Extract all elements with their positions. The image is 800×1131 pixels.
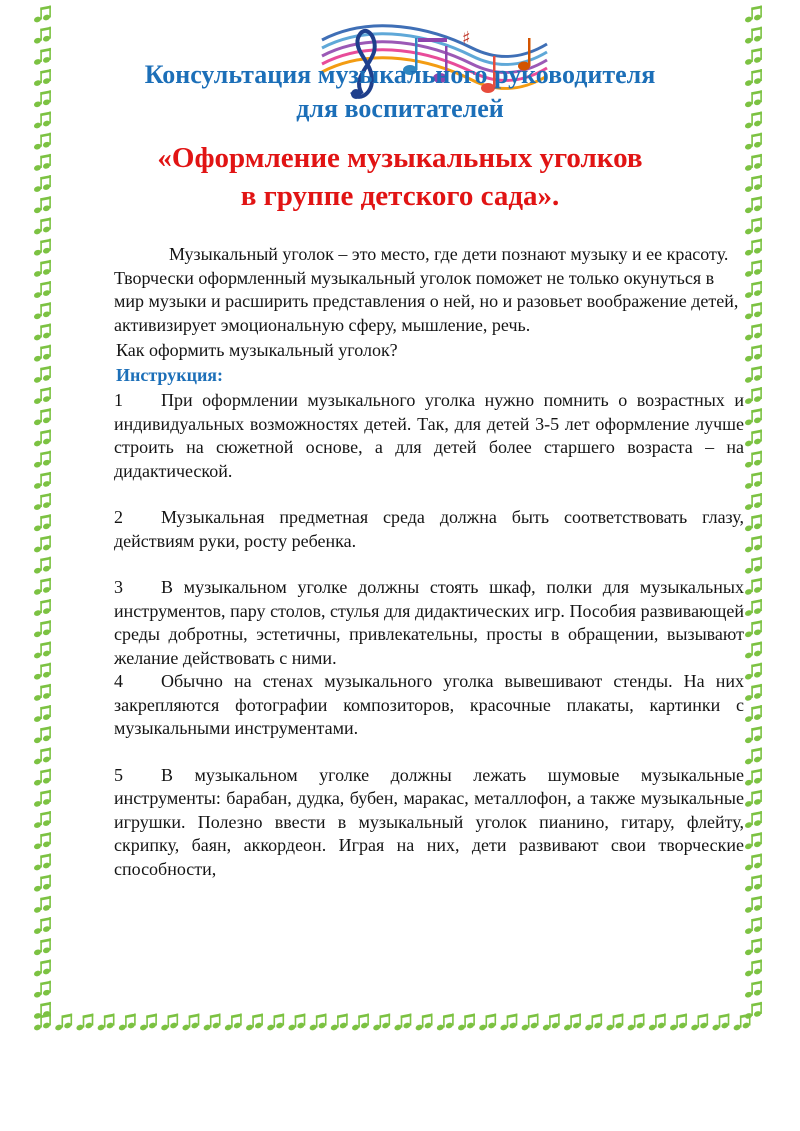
music-note-icon — [33, 408, 51, 426]
music-note-icon — [563, 1014, 581, 1032]
item-text: В музыкальном уголке должны лежать шумовые музыкальные инструменты: барабан, дудка, бубен, маракас, металлофон, а также музыкальные игрушки. Полезно ввести в музыкальный уголок пианино, гитару, флейту, скрипку, баян, аккордеон. Играя на них, дети развивают свои творческие способности, — [114, 764, 744, 879]
music-note-icon — [744, 960, 762, 978]
item-number: 1 — [114, 390, 123, 410]
music-note-icon — [415, 1014, 433, 1032]
music-note-icon — [744, 620, 762, 638]
music-note-icon — [97, 1014, 115, 1032]
music-note-icon — [139, 1014, 157, 1032]
svg-text:♯: ♯ — [462, 28, 471, 49]
music-note-icon — [33, 811, 51, 829]
music-note-icon — [744, 981, 762, 999]
music-note-icon — [33, 875, 51, 893]
music-note-icon — [33, 260, 51, 278]
music-note-icon — [478, 1014, 496, 1032]
question-line: Как оформить музыкальный уголок? — [116, 340, 398, 360]
music-note-icon — [744, 451, 762, 469]
music-note-icon — [744, 493, 762, 511]
music-note-icon — [627, 1014, 645, 1032]
music-note-icon — [33, 854, 51, 872]
music-note-icon — [224, 1014, 242, 1032]
music-note-icon — [744, 408, 762, 426]
music-note-icon — [733, 1014, 751, 1032]
spacer — [114, 553, 744, 576]
item-text: При оформлении музыкального уголка нужно помнить о возрастных и индивидуальных возможностях детей. Так, для детей 3-5 лет оформление лучше строить на сюжетной основе, а для детей более старшего возраста – на дидактической. — [114, 390, 744, 481]
spacer — [114, 483, 744, 506]
music-note-icon — [744, 917, 762, 935]
item-text: Обычно на стенах музыкального уголка вывешивают стенды. На них закрепляются фотографии композиторов, красочные плакаты, картинки с музыкальными инструментами. — [114, 671, 744, 738]
music-note-icon — [744, 324, 762, 342]
music-note-icon — [33, 196, 51, 214]
music-note-icon — [744, 875, 762, 893]
music-note-icon — [744, 69, 762, 87]
music-note-icon — [33, 112, 51, 130]
music-note-icon — [744, 472, 762, 490]
instruction-item-3 — [114, 576, 744, 670]
music-note-icon — [606, 1014, 624, 1032]
music-note-icon — [744, 260, 762, 278]
music-note-icon — [33, 599, 51, 617]
music-note-icon — [33, 345, 51, 363]
music-note-icon — [33, 663, 51, 681]
music-note-icon — [744, 218, 762, 236]
music-note-icon — [521, 1014, 539, 1032]
music-note-icon — [584, 1014, 602, 1032]
document-subtitle — [60, 139, 740, 215]
music-note-icon — [744, 726, 762, 744]
music-note-icon — [33, 154, 51, 172]
title-line-2: для воспитателей — [296, 94, 504, 123]
music-note-icon — [744, 854, 762, 872]
instruction-item-1 — [114, 389, 744, 483]
music-note-icon — [33, 302, 51, 320]
music-note-icon — [744, 938, 762, 956]
subtitle-line-1: «Оформление музыкальных уголков — [157, 142, 643, 174]
music-note-icon — [33, 557, 51, 575]
music-note-icon — [33, 493, 51, 511]
music-note-icon — [33, 387, 51, 405]
music-note-icon — [33, 239, 51, 257]
music-note-icon — [457, 1014, 475, 1032]
document-title — [60, 58, 740, 126]
music-note-icon — [690, 1014, 708, 1032]
music-note-icon — [33, 133, 51, 151]
music-note-icon — [744, 832, 762, 850]
music-note-icon — [744, 536, 762, 554]
music-note-icon — [744, 430, 762, 448]
music-note-icon — [744, 748, 762, 766]
music-note-icon — [33, 430, 51, 448]
music-note-icon — [744, 345, 762, 363]
music-note-icon — [33, 472, 51, 490]
music-note-icon — [744, 366, 762, 384]
intro-paragraph: Музыкальный уголок – это место, где дети познают музыку и ее красоту. Творчески оформленный музыкальный уголок поможет не только окунуться в мир музыки и расширить представления о ней, но и разовьет воображение детей, активизирует эмоциональную сферу, мышление, речь. — [114, 244, 739, 335]
music-note-icon — [744, 705, 762, 723]
music-note-icon — [744, 642, 762, 660]
music-note-icon — [33, 6, 51, 24]
music-note-icon — [744, 239, 762, 257]
item-number: 2 — [114, 507, 123, 527]
music-note-icon — [744, 154, 762, 172]
music-note-icon — [744, 599, 762, 617]
music-note-icon — [33, 896, 51, 914]
music-note-icon — [33, 90, 51, 108]
music-note-icon — [33, 960, 51, 978]
instruction-item-2 — [114, 506, 744, 553]
music-note-icon — [330, 1014, 348, 1032]
music-note-icon — [245, 1014, 263, 1032]
music-note-icon — [33, 514, 51, 532]
music-note-icon — [744, 90, 762, 108]
subtitle-line-2: в группе детского сада». — [240, 180, 560, 212]
music-note-icon — [288, 1014, 306, 1032]
music-note-icon — [266, 1014, 284, 1032]
music-note-icon — [33, 578, 51, 596]
item-number: 5 — [114, 764, 123, 785]
music-note-icon — [744, 790, 762, 808]
music-note-icon — [744, 196, 762, 214]
music-note-icon — [669, 1014, 687, 1032]
music-note-icon — [33, 832, 51, 850]
music-note-icon — [182, 1014, 200, 1032]
music-note-icon — [744, 1002, 762, 1020]
music-note-icon — [500, 1014, 518, 1032]
music-note-icon — [744, 557, 762, 575]
music-note-icon — [372, 1014, 390, 1032]
music-note-icon — [76, 1014, 94, 1032]
music-note-icon — [33, 769, 51, 787]
music-note-icon — [33, 48, 51, 66]
music-note-icon — [744, 133, 762, 151]
item-number: 3 — [114, 577, 123, 597]
music-note-icon — [744, 514, 762, 532]
music-note-icon — [744, 811, 762, 829]
music-note-icon — [744, 281, 762, 299]
instruction-item-5 — [114, 764, 744, 882]
music-note-icon — [33, 451, 51, 469]
music-note-icon — [309, 1014, 327, 1032]
music-note-icon — [33, 790, 51, 808]
music-note-icon — [33, 684, 51, 702]
music-note-icon — [160, 1014, 178, 1032]
music-note-icon — [54, 1014, 72, 1032]
music-note-icon — [351, 1014, 369, 1032]
music-note-icon — [744, 6, 762, 24]
item-text: Музыкальная предметная среда должна быть соответствовать глазу, действиям руки, росту ребенка. — [114, 507, 744, 551]
music-note-icon — [33, 726, 51, 744]
music-note-icon — [33, 620, 51, 638]
music-note-icon — [744, 112, 762, 130]
music-note-icon — [33, 366, 51, 384]
music-note-icon — [394, 1014, 412, 1032]
music-note-icon — [203, 1014, 221, 1032]
music-note-icon — [33, 938, 51, 956]
music-note-icon — [118, 1014, 136, 1032]
music-note-icon — [744, 896, 762, 914]
music-note-icon — [648, 1014, 666, 1032]
music-note-icon — [33, 642, 51, 660]
music-note-icon — [744, 302, 762, 320]
spacer — [114, 741, 744, 764]
music-note-icon — [33, 324, 51, 342]
music-note-icon — [744, 387, 762, 405]
music-note-icon — [33, 917, 51, 935]
title-line-1: Консультация музыкального руководителя — [144, 60, 656, 89]
music-note-icon — [542, 1014, 560, 1032]
instruction-item-4 — [114, 670, 744, 741]
music-note-icon — [33, 748, 51, 766]
music-note-icon — [744, 27, 762, 45]
music-note-icon — [744, 769, 762, 787]
music-note-icon — [33, 27, 51, 45]
music-note-icon — [33, 175, 51, 193]
music-note-icon — [744, 663, 762, 681]
document-body — [114, 243, 744, 881]
music-note-icon — [436, 1014, 454, 1032]
music-note-icon — [744, 578, 762, 596]
music-note-icon — [744, 48, 762, 66]
music-note-icon — [712, 1014, 730, 1032]
item-text: В музыкальном уголке должны стоять шкаф, полки для музыкальных инструментов, пару столов, стулья для дидактических игр. Пособия развивающей среды добротны, эстетичны, привлекательны, просты в обращении, вызывают желание действовать с ними. — [114, 577, 744, 668]
music-note-icon — [33, 536, 51, 554]
instructions-heading: Инструкция: — [116, 364, 224, 385]
music-note-icon — [33, 705, 51, 723]
music-note-icon — [744, 175, 762, 193]
music-note-icon — [33, 218, 51, 236]
music-note-icon — [33, 281, 51, 299]
music-note-icon — [33, 69, 51, 87]
item-number: 4 — [114, 671, 123, 691]
music-note-icon — [744, 684, 762, 702]
music-note-icon — [33, 981, 51, 999]
